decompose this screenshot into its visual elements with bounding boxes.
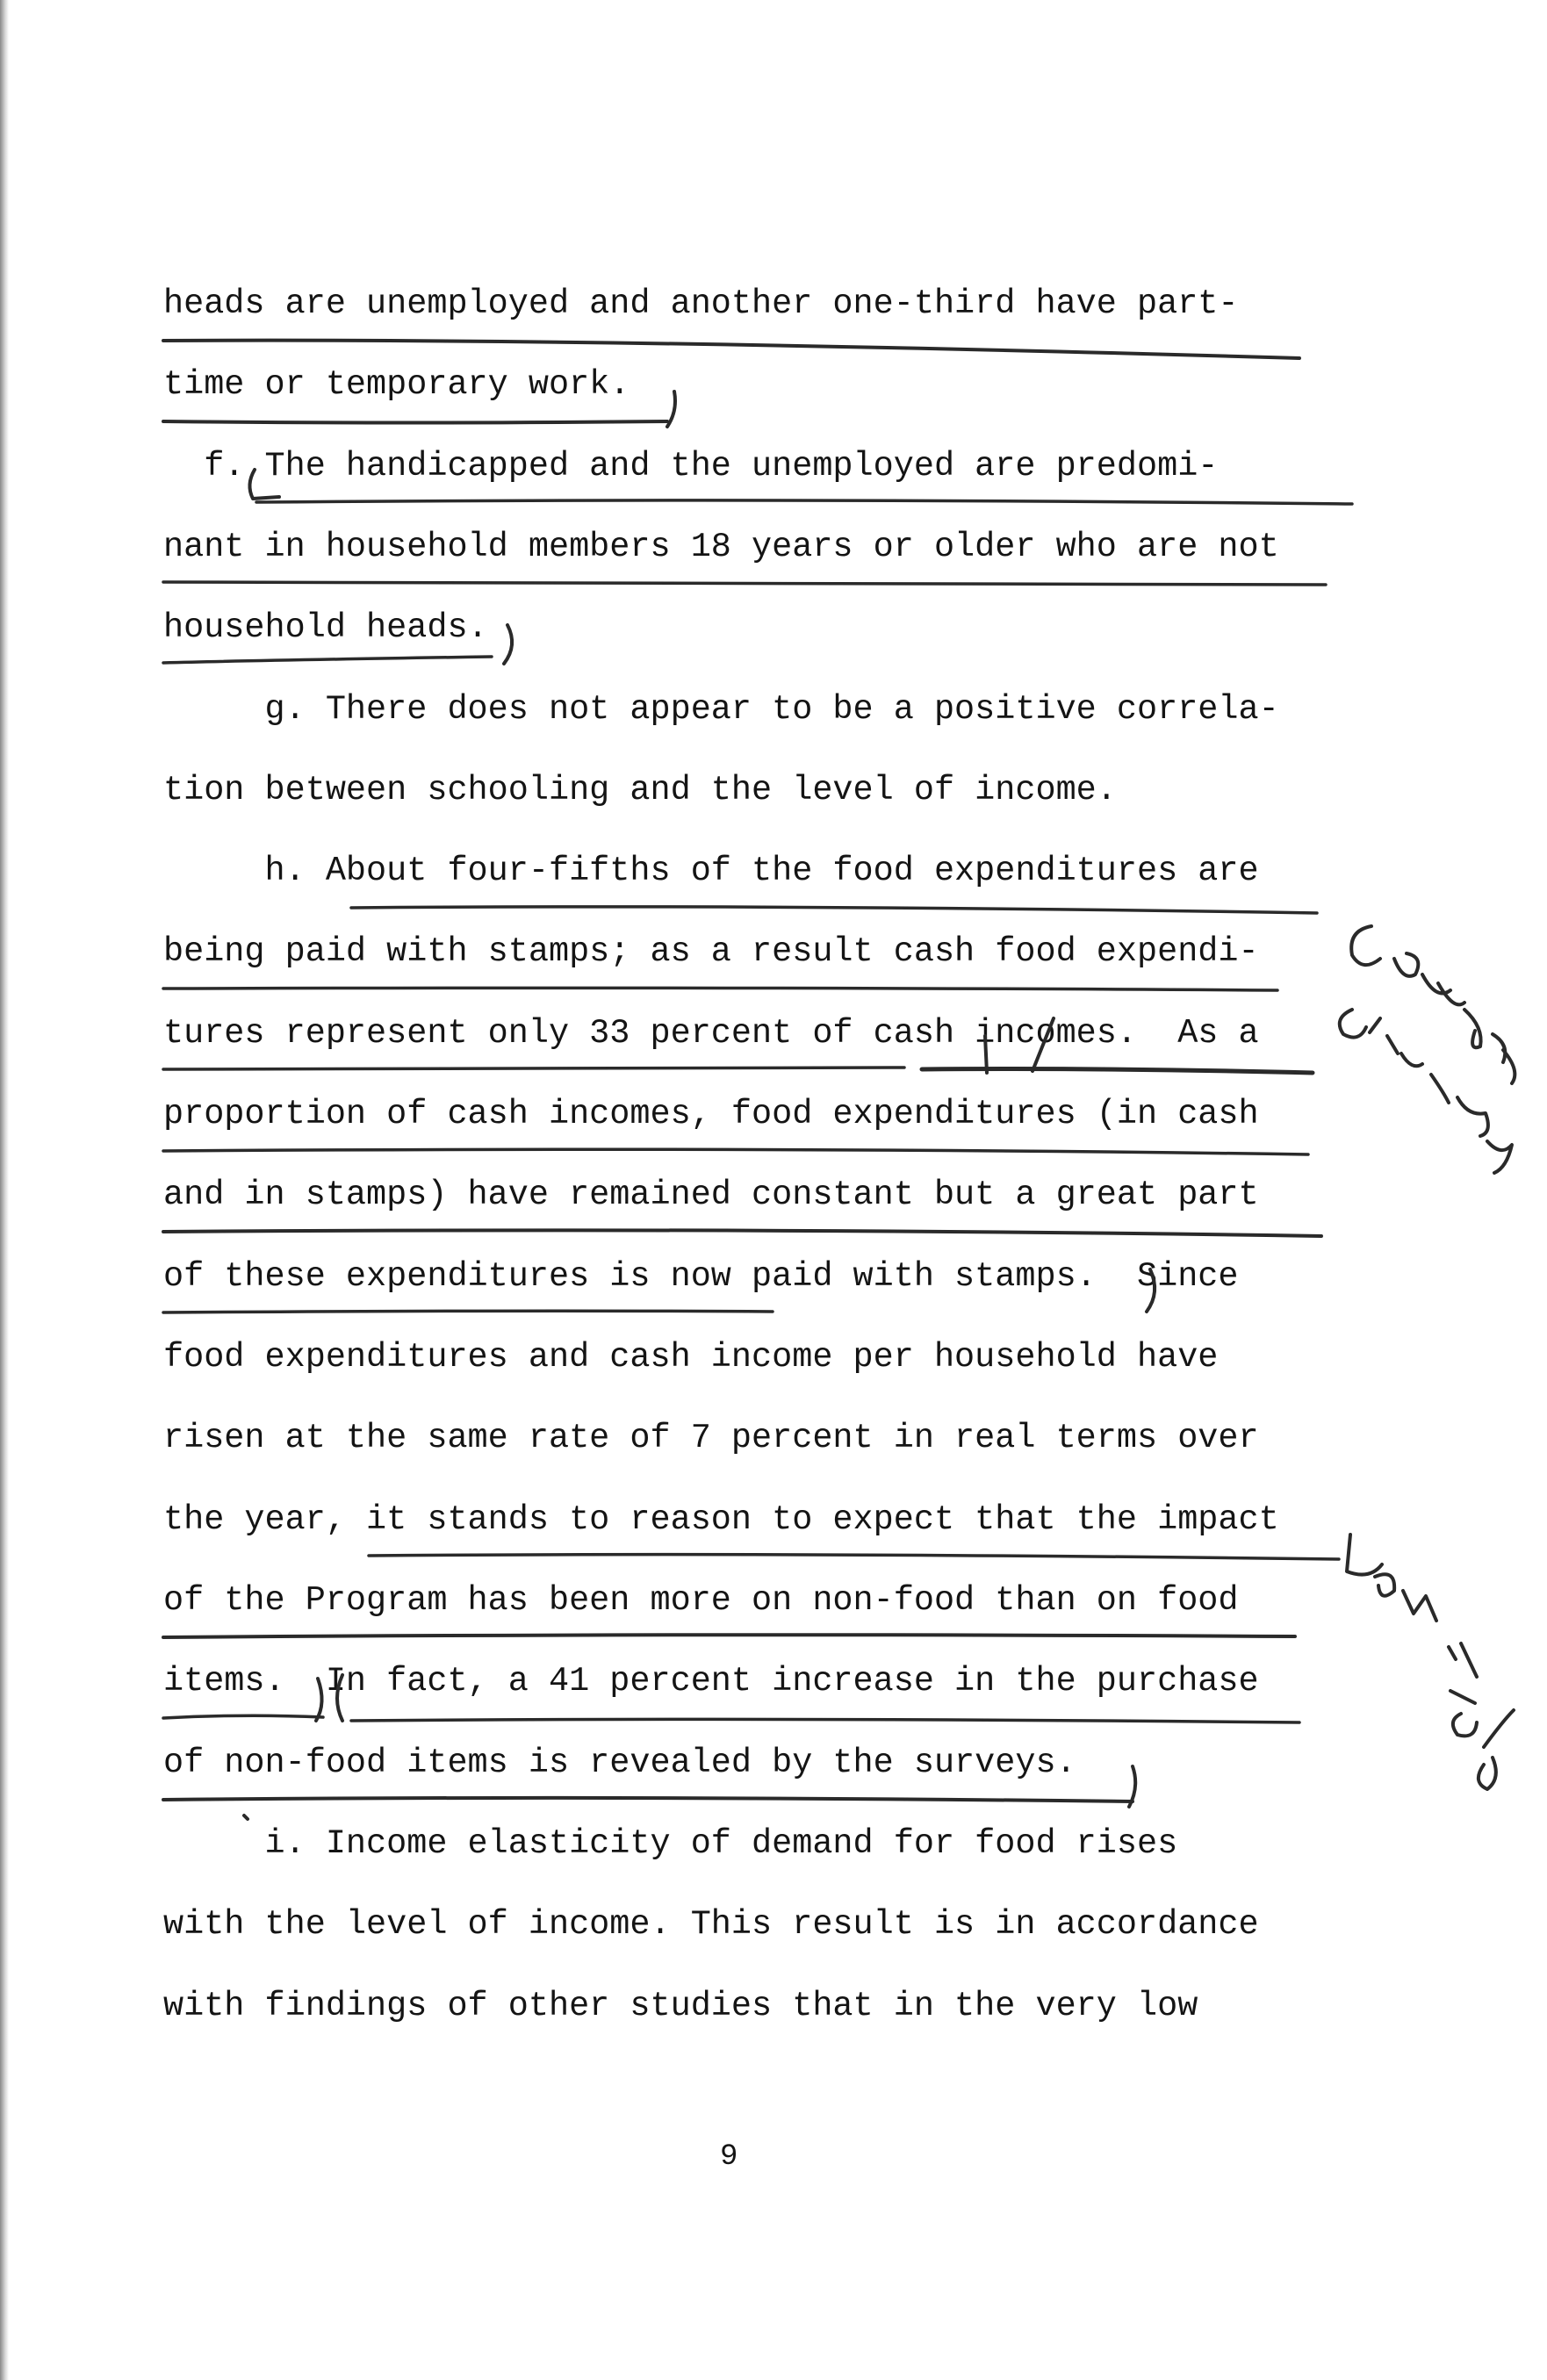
text-line: of these expenditures is now paid with stamps. Since — [163, 1257, 1239, 1296]
text-line: the year, it stands to reason to expect that the impact — [163, 1500, 1279, 1539]
text-line: tion between schooling and the level of income. — [163, 771, 1117, 809]
text-line: being paid with stamps; as a result cash food expendi- — [163, 932, 1259, 971]
text-line: proportion of cash incomes, food expenditures (in cash — [163, 1095, 1259, 1133]
text-line: f. The handicapped and the unemployed are predomi- — [163, 447, 1219, 485]
text-line: of non-food items is revealed by the surveys. — [163, 1744, 1076, 1782]
text-line: risen at the same rate of 7 percent in real terms over — [163, 1419, 1259, 1457]
text-line: food expenditures and cash income per household have — [163, 1338, 1219, 1377]
text-line: i. Income elasticity of demand for food rises — [163, 1824, 1178, 1863]
text-line: heads are unemployed and another one-third have part- — [163, 284, 1239, 323]
text-line: tures represent only 33 percent of cash incomes. As a — [163, 1014, 1259, 1053]
text-line: with findings of other studies that in the very low — [163, 1987, 1198, 2025]
text-line: of the Program has been more on non-food than on food — [163, 1581, 1239, 1620]
text-line: household heads. — [163, 608, 488, 647]
text-line: time or temporary work. — [163, 365, 630, 404]
scan-edge — [0, 0, 9, 2380]
page-number: 9 — [720, 2140, 738, 2174]
text-line: with the level of income. This result is in accordance — [163, 1905, 1259, 1944]
margin-note-upper — [1340, 926, 1515, 1173]
text-line: items. In fact, a 41 percent increase in the purchase — [163, 1662, 1259, 1701]
text-line: and in stamps) have remained constant but a great part — [163, 1176, 1259, 1214]
margin-note-lower — [1347, 1535, 1514, 1789]
text-line: nant in household members 18 years or older who are not — [163, 528, 1279, 566]
text-line: g. There does not appear to be a positive correla- — [163, 690, 1279, 729]
text-line: h. About four-fifths of the food expenditures are — [163, 852, 1259, 890]
